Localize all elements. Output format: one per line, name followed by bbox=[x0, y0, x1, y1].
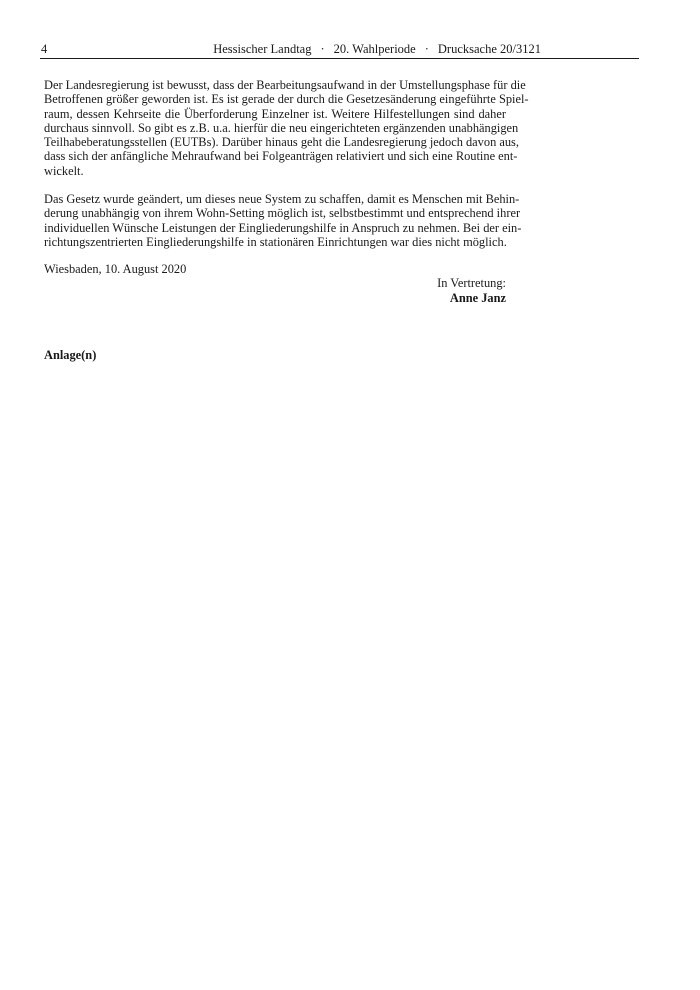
text-line: individuellen Wünsche Leistungen der Eingliederungshilfe in Anspruch zu nehmen. Bei der ein- bbox=[44, 220, 522, 235]
paragraph-1 bbox=[44, 78, 529, 178]
text-line: Teilhabeberatungsstellen (EUTBs). Darüber hinaus geht die Landesregierung jedoch davon aus, bbox=[44, 135, 519, 150]
body-text bbox=[44, 78, 529, 263]
paragraph-2 bbox=[44, 192, 522, 249]
header-separator: · bbox=[424, 42, 429, 56]
legislative-period: 20. Wahlperiode bbox=[333, 42, 416, 56]
representation-label: In Vertretung: bbox=[437, 276, 506, 290]
page-number: 4 bbox=[41, 42, 48, 56]
attachment-label: Anlage(n) bbox=[44, 348, 97, 362]
text-line: richtungszentrierten Eingliederungshilfe in stationären Einrichtungen war dies nicht möglich. bbox=[44, 234, 507, 249]
document-number: Drucksache 20/3121 bbox=[437, 42, 541, 56]
place-date: Wiesbaden, 10. August 2020 bbox=[44, 262, 187, 276]
publisher: Hessischer Landtag bbox=[213, 42, 312, 56]
text-line: Der Landesregierung ist bewusst, dass der Bearbeitungsaufwand in der Umstellungsphase für die bbox=[44, 78, 526, 92]
text-line: wickelt. bbox=[44, 163, 84, 178]
signature-block bbox=[437, 276, 506, 305]
text-line: Das Gesetz wurde geändert, um dieses neue System zu schaffen, damit es Menschen mit Behin- bbox=[44, 192, 520, 207]
text-line: Betroffenen größer geworden ist. Es ist gerade der durch die Gesetzesänderung eingeführte Spiel- bbox=[44, 92, 529, 107]
text-line: durchaus sinnvoll. So gibt es z.B. u.a. hierfür die neu eingerichteten ergänzenden unabhängigen bbox=[44, 120, 519, 135]
header-info bbox=[213, 42, 541, 56]
text-line: derung unabhängig von ihrem Wohn-Setting möglich ist, selbstbestimmt und entsprechend ihrer bbox=[44, 206, 521, 221]
text-line: dass sich der anfängliche Mehraufwand bei Folgeanträgen relativiert und sich eine Routine ent- bbox=[44, 149, 518, 164]
signatory-name: Anne Janz bbox=[449, 290, 506, 305]
page-header bbox=[40, 42, 639, 59]
header-separator: · bbox=[320, 42, 325, 56]
text-line: raum, dessen Kehrseite die Überforderung Einzelner ist. Weitere Hilfestellungen sind daher bbox=[44, 106, 506, 121]
